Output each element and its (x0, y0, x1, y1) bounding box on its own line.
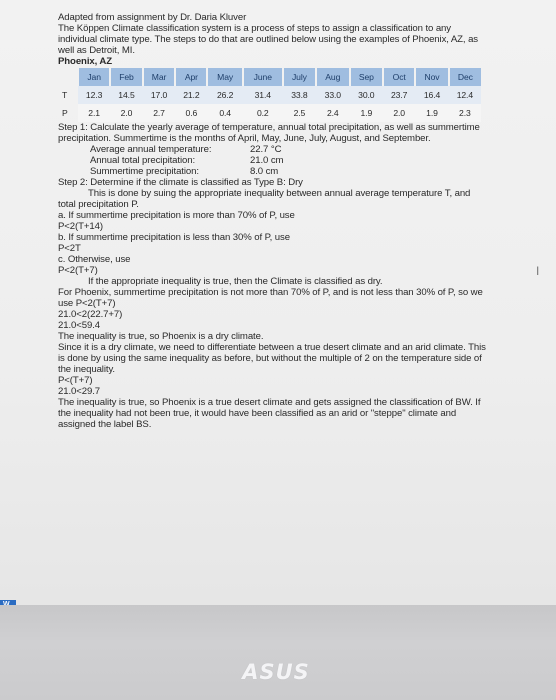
month-header: Mar (143, 68, 176, 86)
table-cell: 2.0 (383, 104, 415, 122)
month-header: Oct (383, 68, 415, 86)
final-text: The inequality is true, so Phoenix is a true desert climate and gets assigned the classification of BW. If the inequality had not been true, it would have been classified as an arid or "steppe" climate and assigned the label BS. (58, 397, 481, 430)
avg-temp-value: 22.7 °C (250, 144, 282, 155)
adapted-line: Adapted from assignment by Dr. Daria Kluver (58, 12, 247, 23)
table-cell: 2.0 (110, 104, 143, 122)
step2-explain: This is done by suing the appropriate inequality between annual average temperature T, and total precipitation P. (58, 188, 471, 210)
calc-1: 21.0<2(22.7+7) (58, 309, 123, 320)
table-cell: 2.7 (143, 104, 176, 122)
table-cell: 30.0 (350, 86, 384, 104)
month-header: Sep (350, 68, 384, 86)
month-header: June (243, 68, 283, 86)
desert-explain: Since it is a dry climate, we need to differentiate between a true desert climate and an arid climate. This is done by using the same inequality as before, but without the multiple of 2 on the temperature side of the inequality. (58, 342, 486, 375)
intro-description: The Köppen Climate classification system is a process of steps to assign a classification to any individual climate type. The steps to do that are outlined below using the examples of Phoenix, AZ, as well as Detroit, MI. (58, 23, 478, 56)
table-header-row (58, 68, 481, 86)
month-header: Apr (175, 68, 207, 86)
step1-values (90, 144, 490, 177)
option-b: b. If summertime precipitation is less than 30% of P, use (58, 232, 290, 243)
option-a: a. If summertime precipitation is more than 70% of P, use (58, 210, 295, 221)
option-b-formula: P<2T (58, 243, 81, 254)
option-a-formula: P<2(T+14) (58, 221, 103, 232)
table-cell: 21.2 (175, 86, 207, 104)
month-header: Feb (110, 68, 143, 86)
row-label: P (62, 107, 68, 118)
table-cell: 26.2 (207, 86, 242, 104)
table-cell: 17.0 (143, 86, 176, 104)
table-cell: 31.4 (243, 86, 283, 104)
location-heading: Phoenix, AZ (58, 56, 112, 67)
table-row-temperature (58, 86, 481, 104)
table-cell: 12.4 (449, 86, 481, 104)
document (58, 12, 490, 430)
phoenix-text: For Phoenix, summertime precipitation is not more than 70% of P, and is not less than 30% of P, so we use P<2(T+7) (58, 287, 483, 309)
month-header: Dec (449, 68, 481, 86)
annual-precip-value: 21.0 cm (250, 155, 284, 166)
month-header: Jan (78, 68, 110, 86)
formula-2: P<(T+7) (58, 375, 93, 386)
climate-table (58, 68, 481, 122)
table-cell: 1.9 (415, 104, 448, 122)
table-cell: 0.6 (175, 104, 207, 122)
month-header: May (207, 68, 242, 86)
if-true-text: If the appropriate inequality is true, then the Climate is classified as dry. (88, 276, 383, 287)
table-cell: 2.3 (449, 104, 481, 122)
table-cell: 33.8 (283, 86, 316, 104)
month-header: July (283, 68, 316, 86)
table-cell: 2.5 (283, 104, 316, 122)
table-cell: 0.2 (243, 104, 283, 122)
laptop-bezel (0, 605, 556, 700)
option-c-formula: P<2(T+7) (58, 265, 98, 276)
calc-3: 21.0<29.7 (58, 386, 101, 397)
dry-result: The inequality is true, so Phoenix is a dry climate. (58, 331, 264, 342)
step1-text: Step 1: Calculate the yearly average of temperature, annual total precipitation, as well as summertime precipitation. Summertime is the months of April, May, June, July, August, and September. (58, 122, 480, 144)
summer-precip-value: 8.0 cm (250, 166, 279, 177)
table-cell: 1.9 (350, 104, 384, 122)
table-cell: 2.4 (316, 104, 350, 122)
calc-2: 21.0<59.4 (58, 320, 101, 331)
text-cursor-icon: Ι (536, 264, 540, 278)
month-header: Aug (316, 68, 350, 86)
table-cell: 14.5 (110, 86, 143, 104)
avg-temp-label: Average annual temperature: (90, 144, 212, 155)
annual-precip-label: Annual total precipitation: (90, 155, 196, 166)
month-header: Nov (415, 68, 448, 86)
table-cell: 12.3 (78, 86, 110, 104)
table-cell: 16.4 (415, 86, 448, 104)
step2-title: Step 2: Determine if the climate is classified as Type B: Dry (58, 177, 303, 188)
table-cell: 2.1 (78, 104, 110, 122)
summer-precip-label: Summertime precipitation: (90, 166, 199, 177)
row-label: T (62, 89, 68, 100)
table-cell: 0.4 (207, 104, 242, 122)
table-cell: 23.7 (383, 86, 415, 104)
table-cell: 33.0 (316, 86, 350, 104)
option-c: c. Otherwise, use (58, 254, 131, 265)
table-row-precipitation (58, 104, 481, 122)
asus-logo: ASUS (242, 660, 310, 684)
